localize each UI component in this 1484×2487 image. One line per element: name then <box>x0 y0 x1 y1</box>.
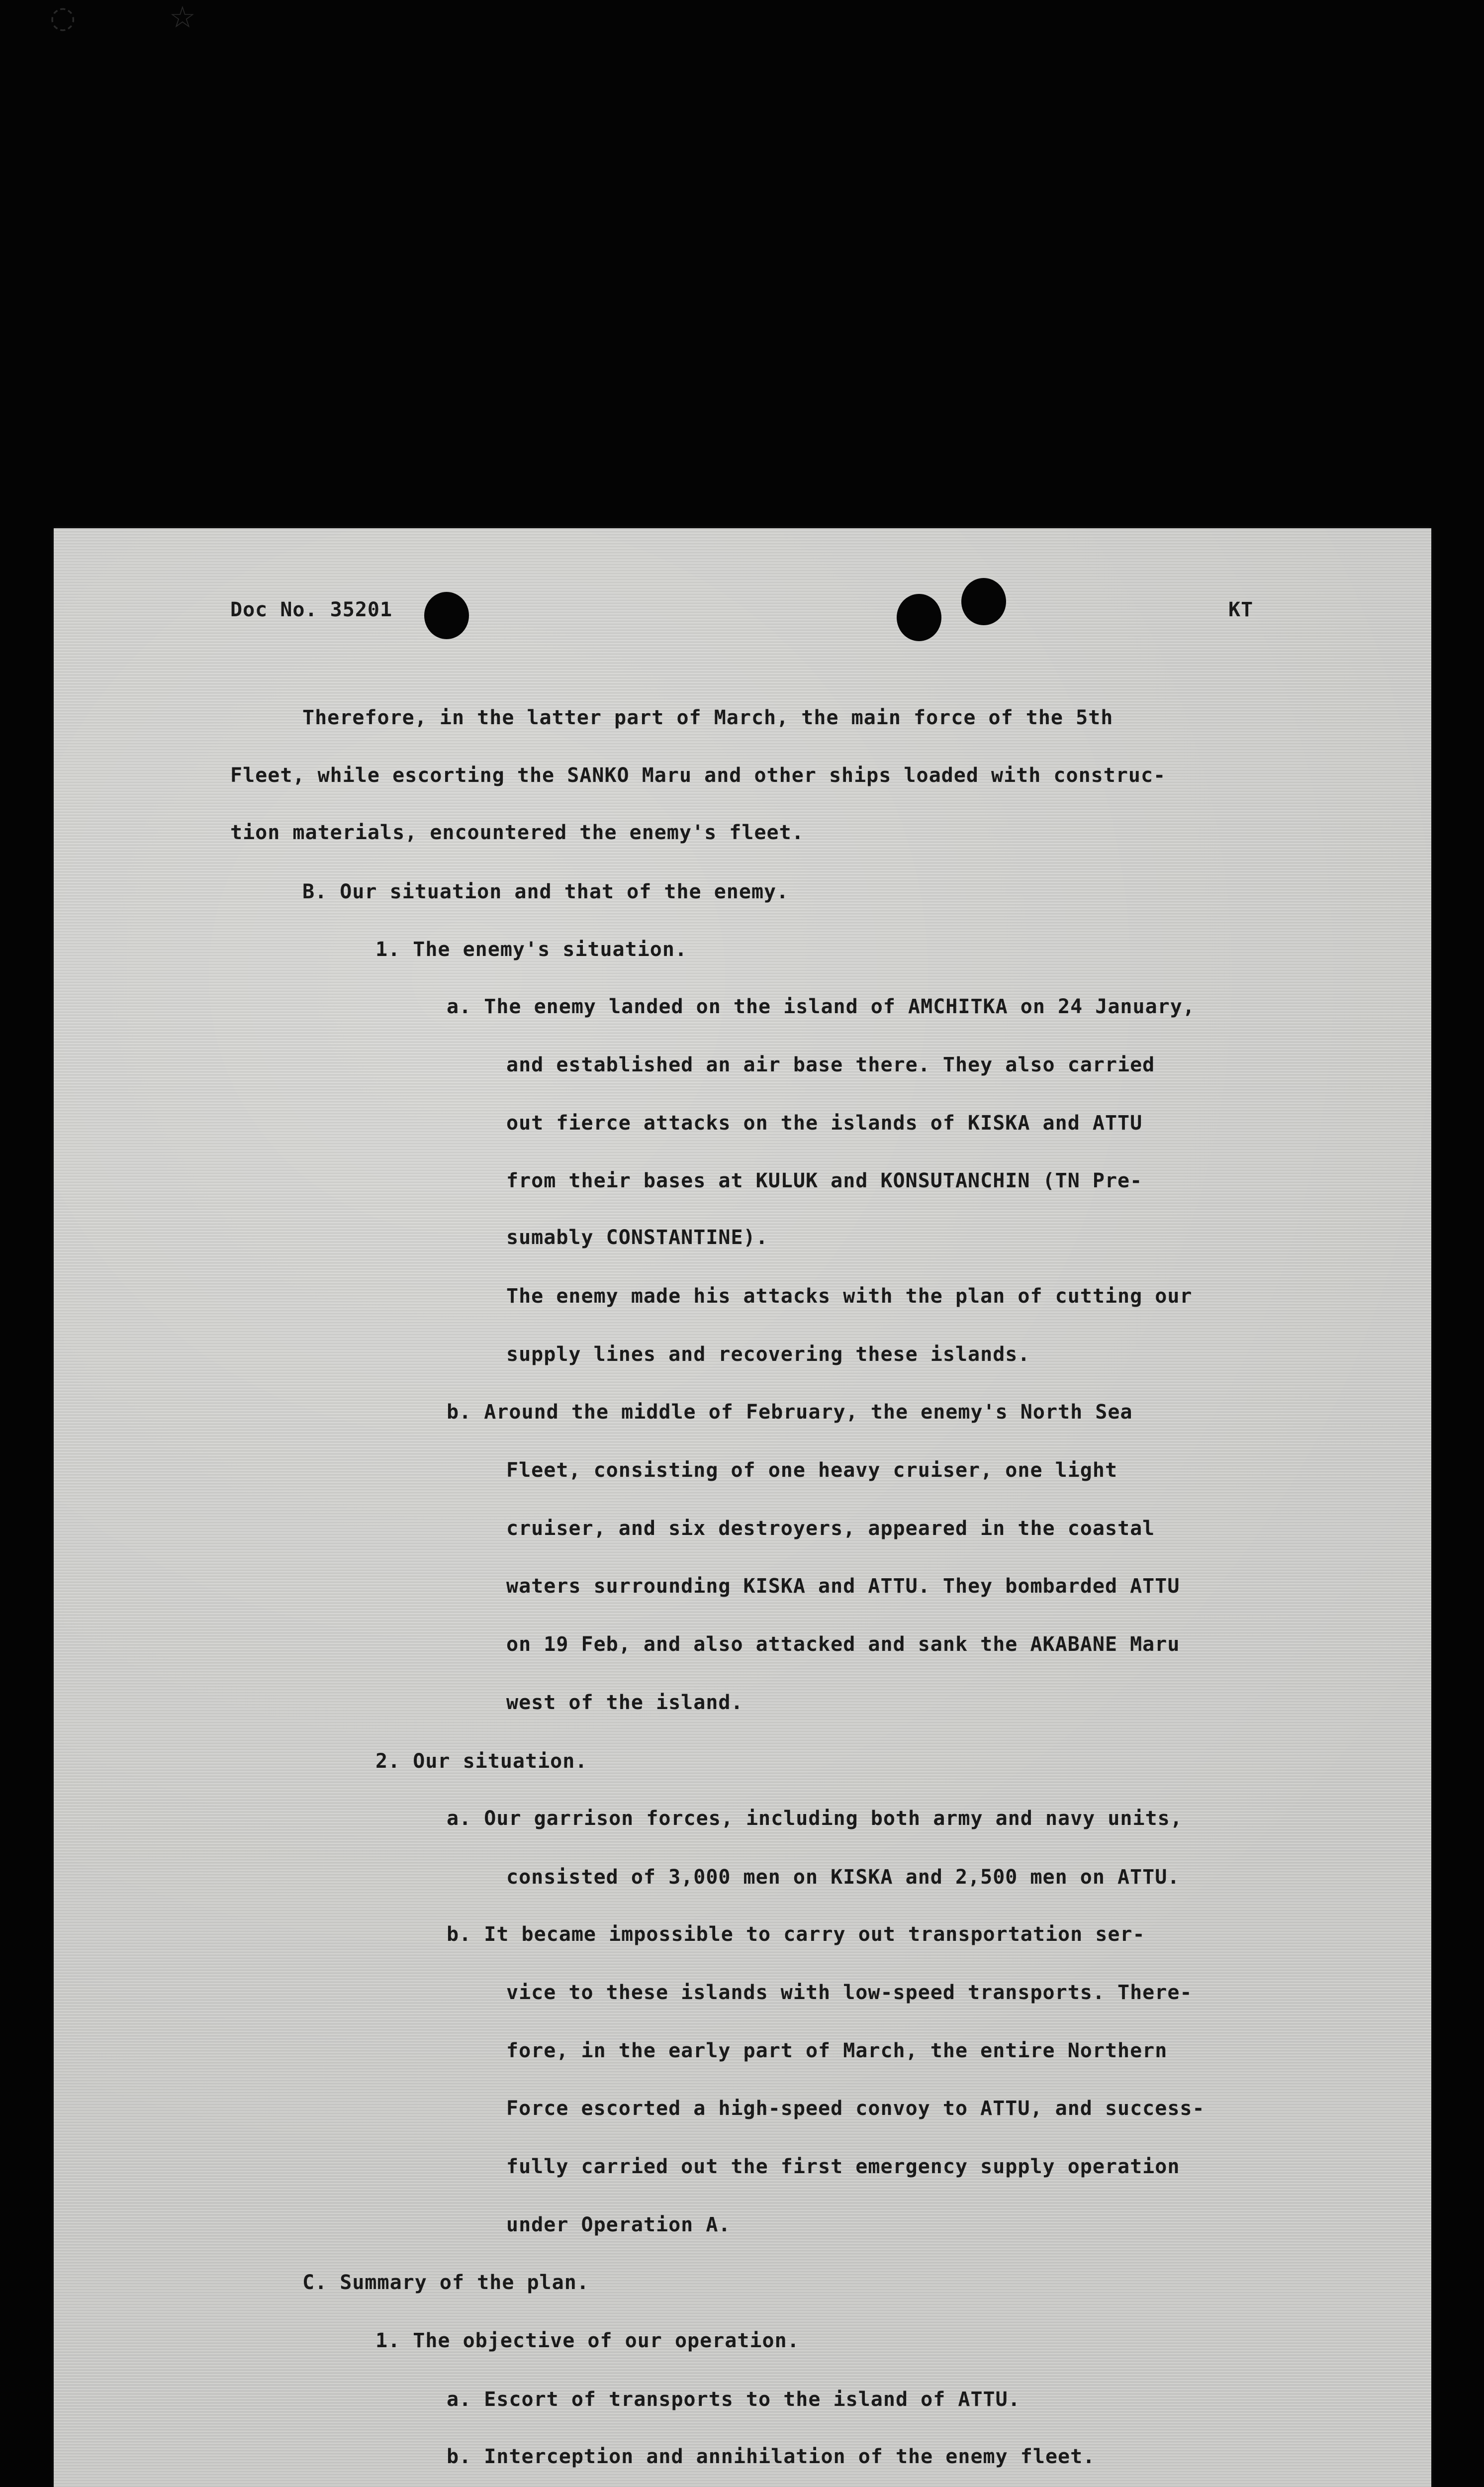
text-line: Therefore, in the latter part of March, the main force of the 5th <box>302 706 1113 729</box>
punch-hole <box>424 592 469 639</box>
text-line: cruiser, and six destroyers, appeared in the coastal <box>506 1517 1155 1540</box>
text-line: fore, in the early part of March, the entire Northern <box>506 2039 1168 2062</box>
text-line: on 19 Feb, and also attacked and sank the AKABANE Maru <box>506 1633 1180 1656</box>
document-code: KT <box>1228 598 1254 621</box>
text-line: fully carried out the first emergency supply operation <box>506 2155 1180 2178</box>
text-line: tion materials, encountered the enemy's fleet. <box>230 821 804 844</box>
text-line: b. Around the middle of February, the enemy's North Sea <box>447 1401 1133 1424</box>
film-mark-left: ◌ <box>50 0 76 35</box>
text-line: west of the island. <box>506 1691 743 1714</box>
text-line: Fleet, while escorting the SANKO Maru and other ships loaded with construc- <box>230 764 1166 787</box>
text-line: waters surrounding KISKA and ATTU. They bombarded ATTU <box>506 1575 1180 1598</box>
text-line: sumably CONSTANTINE). <box>506 1226 768 1249</box>
punch-hole <box>897 594 941 641</box>
text-line: a. Escort of transports to the island of ATTU. <box>447 2388 1020 2411</box>
text-line: The enemy made his attacks with the plan of cutting our <box>506 1285 1193 1308</box>
text-line: from their bases at KULUK and KONSUTANCHIN (TN Pre- <box>506 1169 1143 1192</box>
text-line: b. It became impossible to carry out transportation ser- <box>447 1923 1145 1946</box>
text-line: and established an air base there. They also carried <box>506 1053 1155 1076</box>
section-heading: B. Our situation and that of the enemy. <box>302 880 789 903</box>
subsection-heading: 2. Our situation. <box>375 1750 588 1773</box>
text-line: supply lines and recovering these islands. <box>506 1343 1030 1366</box>
subsection-heading: 1. The enemy's situation. <box>375 938 688 961</box>
document-number: Doc No. 35201 <box>230 598 393 621</box>
punch-hole <box>961 578 1006 625</box>
film-mark-right: ☆ <box>169 0 196 35</box>
text-line: a. The enemy landed on the island of AMCHITKA on 24 January, <box>447 995 1195 1018</box>
subsection-heading: 1. The objective of our operation. <box>375 2329 800 2352</box>
text-line: consisted of 3,000 men on KISKA and 2,500 men on ATTU. <box>506 1866 1180 1889</box>
text-line: vice to these islands with low-speed transports. There- <box>506 1981 1193 2004</box>
section-heading: C. Summary of the plan. <box>302 2271 589 2294</box>
text-line: b. Interception and annihilation of the enemy fleet. <box>447 2445 1096 2468</box>
document-page <box>54 528 1431 2487</box>
text-line: a. Our garrison forces, including both army and navy units, <box>447 1807 1183 1830</box>
text-line: under Operation A. <box>506 2213 731 2236</box>
text-line: Force escorted a high-speed convoy to ATTU, and success- <box>506 2097 1205 2120</box>
text-line: Fleet, consisting of one heavy cruiser, one light <box>506 1459 1118 1482</box>
text-line: out fierce attacks on the islands of KISKA and ATTU <box>506 1112 1143 1135</box>
